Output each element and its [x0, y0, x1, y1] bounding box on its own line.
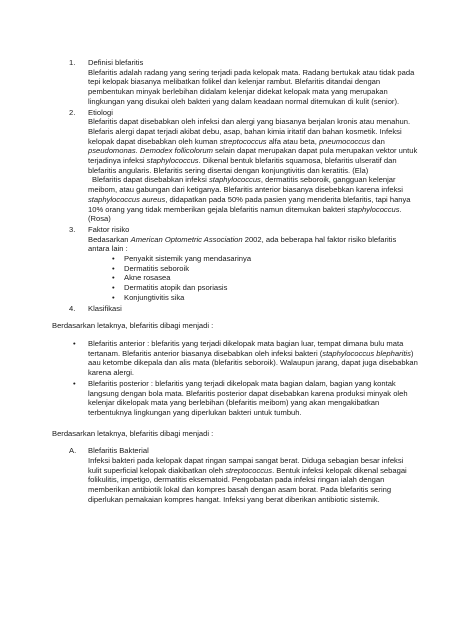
- section-title: Blefaritis Bakterial: [88, 446, 149, 456]
- posterior-blepharitis-item: [52, 379, 418, 418]
- list-item: • Konjungtivitis sika: [112, 292, 185, 302]
- section-number: 3.: [69, 224, 76, 234]
- bullet-icon: •: [112, 273, 115, 283]
- bullet-icon: •: [112, 263, 115, 273]
- section-number: 2.: [69, 107, 76, 117]
- section-number: 1.: [69, 58, 76, 67]
- list-item: • Penyakit sistemik yang mendasarinya: [112, 254, 252, 264]
- section-title: Etiologi: [88, 107, 113, 117]
- bullet-icon: •: [73, 338, 76, 348]
- etiologi-paragraph-1: Blefaritis dapat disebabkan oleh infeksi dan alergi yang biasanya berjalan kronis atau menahun. Blefaris alergi dapat terjadi akibat debu, asap, bahan kimia iritatif dan bahan kosmetik. Infeksi kelopak dapat disebabkan oleh kuman streptococcus alfa atau beta, pneumococcus dan pseudomonas. Demodex follicolorum selain dapat merupakan dapat pula merupakan vektor untuk terjadinya infeksi staphylococcus. Dikenal bentuk blefaritis squamosa, blefaritis ulseratif dan blefaritis angularis. Blefaritis sering disertai dengan konjungtivitis dan keratitis. (Ela): [88, 117, 418, 175]
- bullet-icon: •: [73, 378, 76, 388]
- section-definisi: [52, 58, 418, 107]
- section-body: Blefaritis adalah radang yang sering terjadi pada kelopak mata. Radang bertukak atau tidak pada tepi kelopak biasanya melibatkan folikel dan kelenjar rambut. Blefaritis ditandai dengan pembentukan minyak berlebihan didalam kelenjar didekat kelopak mata yang merupakan lingkungan yang disukai oleh bakteri yang dalam keadaan normal ditemukan di kulit (senior).: [88, 67, 415, 106]
- section-etiologi: [52, 108, 418, 224]
- classification-intro-2: Berdasarkan letaknya, blefaritis dibagi menjadi :: [52, 428, 214, 438]
- bacterial-blepharitis-section: [52, 446, 418, 504]
- bullet-icon: •: [112, 283, 115, 293]
- section-faktor-risiko: [52, 225, 418, 303]
- anterior-blepharitis-text: Blefaritis anterior : blefaritis yang terjadi dikelopak mata bagian luar, tempat dimana bulu mata tertanam. Blefaritis anterior biasanya disebabkan oleh infeksi bakteri (staphylococcus blepharitis) aau ketombe dikepala dan alis mata (blefaritis seboroik). Walaupun jarang, dapat juga disebabkan karena alergi.: [88, 338, 418, 378]
- section-title: Definisi blefaritis: [88, 58, 144, 67]
- section-klasifikasi: [52, 304, 418, 314]
- etiologi-paragraph-2: Blefaritis dapat disebabkan infeksi staphylococcus, dermatitis seboroik, gangguan kelenjar meibom, atau gabungan dari ketiganya. Blefaritis anterior biasanya disebebkan karena infeksi staphylococcus aureus, didapatkan pada 50% pada pasien yang menderita blefaritis, tapi hanya 10% orang yang tidak memberikan gejala blefaritis namun ditemukan bakteri staphylococcus. (Rosa): [88, 175, 411, 224]
- section-letter: A.: [69, 446, 77, 456]
- list-item: • Akne rosasea: [112, 273, 171, 283]
- bullet-icon: •: [112, 254, 115, 264]
- classification-intro: Berdasarkan letaknya, blefaritis dibagi menjadi :: [52, 321, 214, 331]
- bullet-icon: •: [112, 292, 115, 302]
- bacterial-blepharitis-body: Infeksi bakteri pada kelopak dapat ringan sampai sangat berat. Diduga sebagian besar infeksi kulit superficial kelopak diakibatkan oleh streptococcus. Bentuk infeksi kelopak dikenal sebagai folikulitis, impetigo, dermatitis eksematoid. Pengobatan pada infeksi ringan ialah dengan memberikan antibiotik lokal dan kompres basah dengan asam borat. Pada blefaritis sering diperlukan pemakaian kompres hangat. Infeksi yang berat diberikan antibiotic sistemik.: [88, 456, 407, 504]
- list-item: • Dermatitis atopik dan psoriasis: [112, 283, 228, 293]
- section-title: Klasifikasi: [88, 303, 122, 313]
- list-item: • Dermatitis seboroik: [112, 263, 189, 273]
- faktor-risiko-intro: Bedasarkan American Optometric Association 2002, ada beberapa hal faktor risiko blefaritis antara lain :: [88, 234, 397, 254]
- section-title: Faktor risiko: [88, 224, 130, 234]
- anterior-blepharitis-item: [52, 339, 418, 378]
- section-number: 4.: [69, 303, 76, 313]
- risk-factor-list: [88, 254, 418, 303]
- posterior-blepharitis-text: Blefaritis posterior : blefaritis yang terjadi dikelopak mata bagian dalam, bagian yang kontak langsung dengan bola mata. Blefaritis posterior dapat disebabkan karena produksi minyak oleh kelenjar dikelopak mata yang berlebihan (blefaritis meibom) yang akan mengakibatkan terbentuknya lingkungan yang diperlukan bakteri untuk tumbuh.: [88, 378, 408, 417]
